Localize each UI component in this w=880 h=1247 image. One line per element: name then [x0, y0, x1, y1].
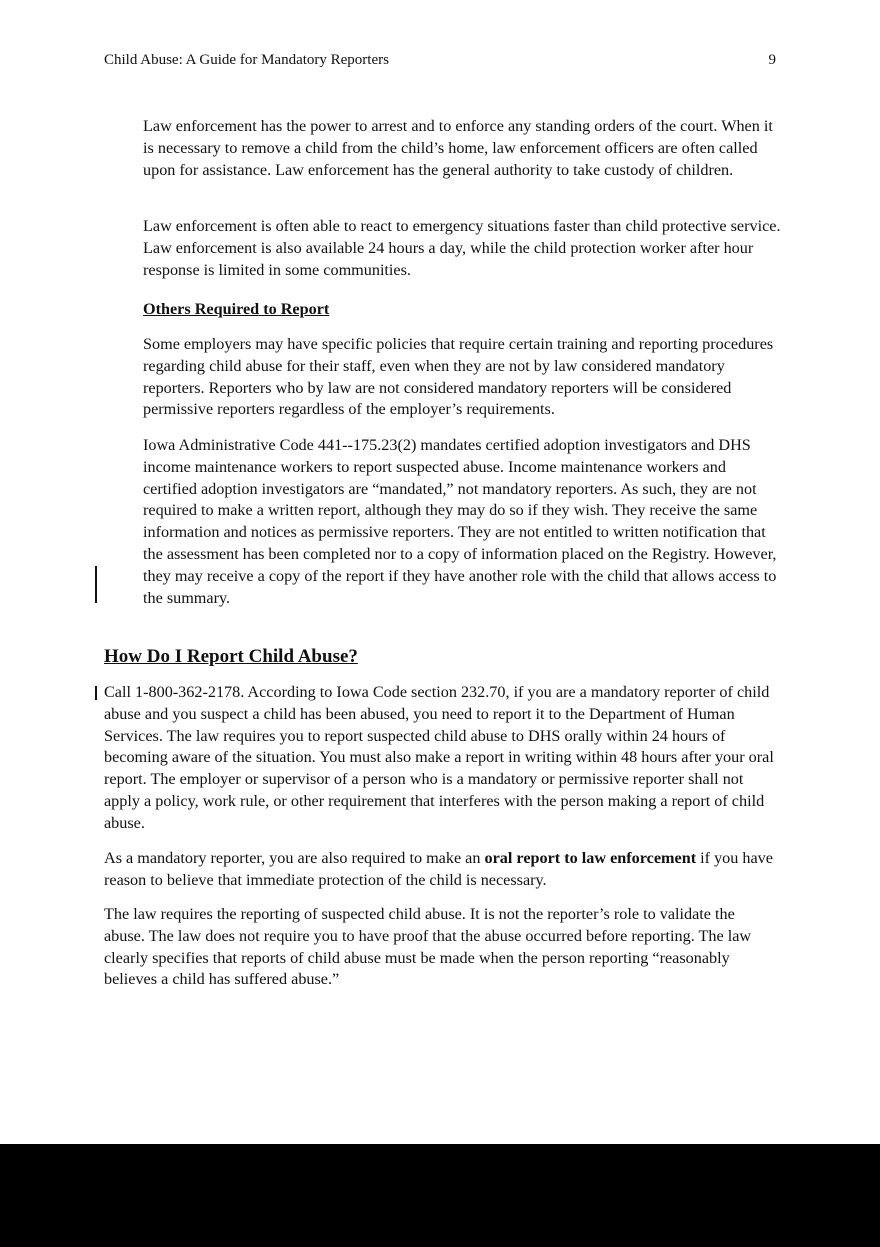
bold-emphasis: oral report to law enforcement — [484, 849, 697, 867]
subheading-others-required: Others Required to Report — [143, 300, 330, 318]
paragraph-call-hotline: Call 1-800-362-2178. According to Iowa Code section 232.70, if you are a mandatory reporter of child abuse and you suspect a child has been abused, you need to report it to the Department of Human Services. The law requires you to report suspected child abuse to DHS orally within 24 hours of becoming aware of the situation. You must also make a report in writing within 48 hours after your oral report. The employer or supervisor of a person who is a mandatory or permissive reporter shall not apply a policy, work rule, or other requirement that interferes with the person making a report of child abuse. — [104, 683, 774, 832]
page-number: 9 — [768, 52, 776, 68]
paragraph-law-enforcement-response: Law enforcement is often able to react to emergency situations faster than child protective service. Law enforcement is also available 24 hours a day, while the child protection worker after hour response is limited in some communities. — [143, 217, 781, 279]
text-run: As a mandatory reporter, you are also required to make an — [104, 849, 485, 867]
paragraph-oral-report — [104, 848, 776, 892]
paragraph-employer-policies: Some employers may have specific policies that require certain training and reporting procedures regarding child abuse for their staff, even when they are not by law considered mandatory reporters. Reporters who by law are not considered mandatory reporters will be considered permissive reporters regardless of the employer’s requirements. — [143, 335, 774, 419]
header-title: Child Abuse: A Guide for Mandatory Reporters — [104, 52, 389, 68]
change-bar — [95, 686, 97, 700]
change-bar — [95, 566, 97, 603]
section-heading-how-to-report: How Do I Report Child Abuse? — [104, 646, 358, 667]
paragraph-law-enforcement-power: Law enforcement has the power to arrest and to enforce any standing orders of the court. When it is necessary to remove a child from the child’s home, law enforcement officers are often called upon for assistance. Law enforcement has the general authority to take custody of children. — [143, 117, 773, 179]
paragraph-law-requires: The law requires the reporting of suspected child abuse. It is not the reporter’s role to validate the abuse. The law does not require you to have proof that the abuse occurred before reporting. The law clearly specifies that reports of child abuse must be made when the person reporting “reasonably believes a child has suffered abuse.” — [104, 905, 752, 989]
text-run: if you have reason to believe that immediate protection of the child is necessary. — [104, 849, 773, 889]
paragraph-iowa-admin-code: Iowa Administrative Code 441--175.23(2) mandates certified adoption investigators and DHS income maintenance workers to report suspected abuse. Income maintenance workers and certified adoption investigators are “mandated,” not mandatory reporters. As such, they are not required to make a written report, although they may do so if they wish. They receive the same information and notices as permissive reporters. They are not entitled to written notification that the assessment has been completed nor to a copy of information placed on the Registry. However, they may receive a copy of the report if they have another role with the child that allows access to the summary. — [143, 436, 777, 607]
